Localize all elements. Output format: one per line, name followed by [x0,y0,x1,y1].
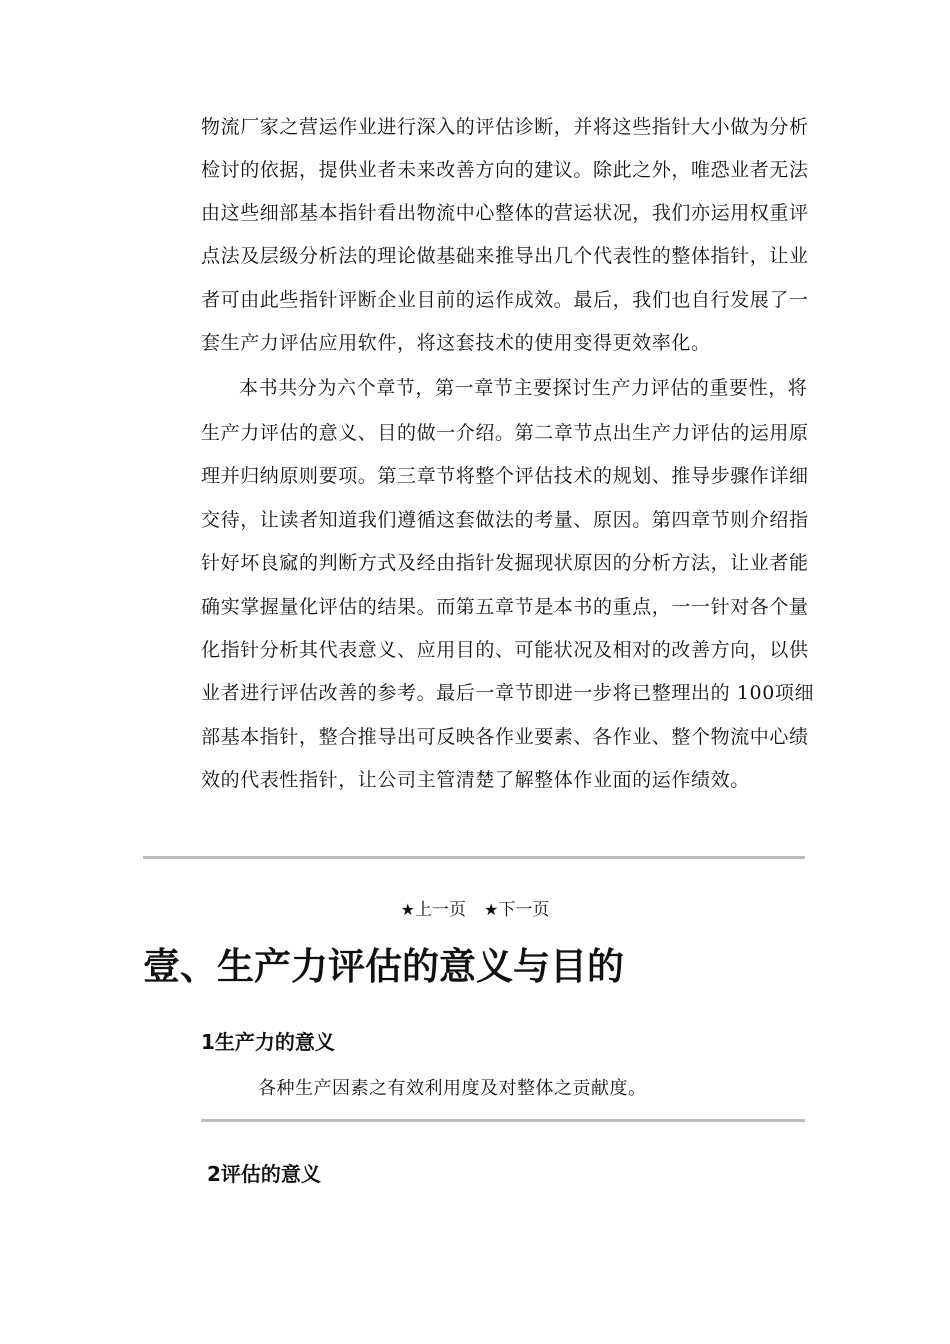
next-page-label: 下一页 [498,900,550,920]
chapter-title: 壹、生产力评估的意义与目的 [143,945,624,988]
text-line: 业者进行评估改善的参考。最后一章节即进一步将已整理出的 100项细 [201,682,815,704]
section-title: 评估的意义 [220,1162,321,1186]
horizontal-divider [143,856,805,859]
text-line: 套生产力评估应用软件，将这套技术的使用变得更效率化。 [201,332,711,354]
prev-page-label: 上一页 [415,900,466,920]
text-line: 由这些细部基本指针看出物流中心整体的营运状况，我们亦运用权重评 [201,202,809,224]
text-line: 化指针分析其代表意义、应用目的、可能状况及相对的改善方向，以供 [201,639,809,661]
text-line: 本书共分为六个章节，第一章节主要探讨生产力评估的重要性，将 [239,377,808,399]
section-heading-2 [207,1160,321,1188]
section-number: 2 [207,1162,221,1186]
text-line: 针好坏良窳的判断方式及经由指针发掘现状原因的分析方法，让业者能 [201,552,809,574]
text-line: 生产力评估的意义、目的做一介绍。第二章节点出生产力评估的运用原 [201,422,809,444]
text-line: 理并归纳原则要项。第三章节将整个评估技术的规划、推导步骤作详细 [201,465,809,487]
text-line: 物流厂家之营运作业进行深入的评估诊断，并将这些指针大小做为分析 [201,116,809,138]
star-icon: ★ [484,900,499,919]
section-title: 生产力的意义 [214,1030,335,1054]
section-number: 1 [201,1030,215,1054]
text-line: 确实掌握量化评估的结果。而第五章节是本书的重点，一一针对各个量 [201,596,809,618]
section-1-definition: 各种生产因素之有效利用度及对整体之贡献度。 [258,1078,647,1099]
star-icon: ★ [400,900,415,919]
horizontal-divider [201,1119,805,1122]
text-line: 交待，让读者知道我们遵循这套做法的考量、原因。第四章节则介绍指 [201,509,809,531]
prev-page-link[interactable] [401,900,466,920]
section-heading-1 [201,1028,335,1056]
next-page-link[interactable] [484,900,549,920]
text-line: 点法及层级分析法的理论做基础来推导出几个代表性的整体指针，让业 [201,245,809,267]
text-line: 效的代表性指针，让公司主管清楚了解整体作业面的运作绩效。 [201,769,750,791]
text-line: 者可由此些指针评断企业目前的运作成效。最后，我们也自行发展了一 [201,289,809,311]
text-line: 检讨的依据，提供业者未来改善方向的建议。除此之外，唯恐业者无法 [201,159,809,181]
page-navigation [0,898,950,922]
text-line: 部基本指针，整合推导出可反映各作业要素、各作业、整个物流中心绩 [201,726,809,748]
